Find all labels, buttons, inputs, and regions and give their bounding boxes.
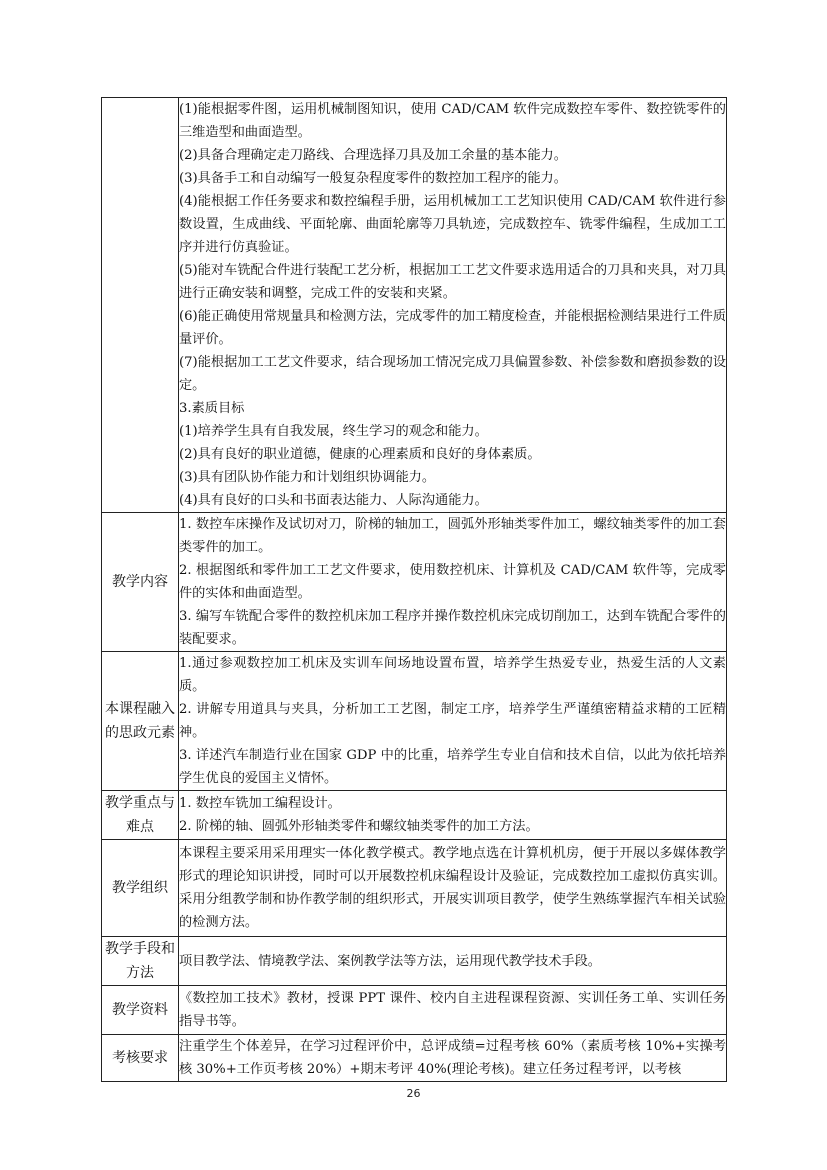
methods-cell [179, 937, 727, 986]
objective-line: (4)具有良好的口头和书面表达能力、人际沟通能力。 [179, 493, 488, 508]
content-line: 2. 讲解专用道具与夹具，分析加工工艺图，制定工序，培养学生严谨缜密精益求精的工匠精神。 [179, 702, 726, 740]
ideology-cell [179, 652, 727, 791]
table-row [102, 513, 727, 652]
content-line: 1.通过参观数控加工机床及实训车间场地设置布置，培养学生热爱专业，热爱生活的人文素质。 [179, 656, 726, 694]
row-label: 教学组织 [102, 840, 179, 937]
objective-line: (6)能正确使用常规量具和检测方法，完成零件的加工精度检查，并能根据检测结果进行工件质量评价。 [179, 309, 726, 347]
page-number: 26 [406, 1087, 421, 1100]
organization-cell [179, 840, 727, 937]
assessment-cell [179, 1035, 727, 1082]
objective-line: (2)具备合理确定走刀路线、合理选择刀具及加工余量的基本能力。 [179, 148, 567, 163]
content-line: 项目教学法、情境教学法、案例教学法等方法，运用现代教学技术手段。 [179, 953, 601, 969]
objective-line: (4)能根据工作任务要求和数控编程手册，运用机械加工工艺知识使用 CAD/CAM 软件进行参数设置，生成曲线、平面轮廓、曲面轮廓等刀具轨迹，完成数控车、铣零件编程，生成加工工序并进行仿真验证。 [179, 194, 726, 255]
keypoints-cell [179, 791, 727, 840]
objectives-cell [179, 98, 727, 513]
content-paragraph: 注重学生个体差异，在学习过程评价中，总评成绩=过程考核 60%（素质考核 10%+实操考核 30%+工作页考核 20%）+期末考评 40%(理论考核)。建立任务过程考评，以考核 [179, 1039, 726, 1077]
content-line: 1. 数控车铣加工编程设计。 [179, 796, 341, 811]
objective-line: (1)能根据零件图，运用机械制图知识，使用 CAD/CAM 软件完成数控车零件、数控铣零件的三维造型和曲面造型。 [179, 102, 726, 140]
objective-line: (5)能对车铣配合件进行装配工艺分析，根据加工工艺文件要求选用适合的刀具和夹具，对刀具进行正确安装和调整，完成工件的安装和夹紧。 [179, 263, 726, 301]
content-line: 1. 数控车床操作及试切对刀，阶梯的轴加工，圆弧外形轴类零件加工，螺纹轴类零件的加工套类零件的加工。 [179, 517, 726, 555]
materials-cell [179, 986, 727, 1035]
table-row [102, 98, 727, 513]
table-row [102, 791, 727, 840]
row-label: 本课程融入的思政元素 [102, 652, 179, 791]
table-row [102, 1035, 727, 1082]
table-row [102, 937, 727, 986]
objective-line: (3)具备手工和自动编写一般复杂程度零件的数控加工程序的能力。 [179, 171, 567, 186]
objective-line: (1)培养学生具有自我发展，终生学习的观念和能力。 [179, 424, 488, 439]
objective-line: (2)具有良好的职业道德，健康的心理素质和良好的身体素质。 [179, 447, 541, 462]
content-line: 2. 根据图纸和零件加工工艺文件要求，使用数控机床、计算机及 CAD/CAM 软件等，完成零件的实体和曲面造型。 [179, 563, 726, 601]
row-label: 考核要求 [102, 1035, 179, 1082]
content-line: 《数控加工技术》教材，授课 PPT 课件、校内自主进程课程资源、实训任务工单、实训任务指导书等。 [179, 991, 726, 1029]
content-line: 3. 详述汽车制造行业在国家 GDP 中的比重，培养学生专业自信和技术自信，以此为依托培养学生优良的爱国主义情怀。 [179, 748, 726, 786]
content-paragraph: 本课程主要采用采用理实一体化教学模式。教学地点选在计算机机房，便于开展以多媒体教学形式的理论知识讲授，同时可以开展数控机床编程设计及验证，完成数控加工虚拟仿真实训。采用分组教学制和协作教学制的组织形式，开展实训项目教学，使学生熟练掌握汽车相关试验的检测方法。 [179, 846, 726, 930]
table-row [102, 840, 727, 937]
course-info-table [101, 97, 727, 1082]
content-cell [179, 513, 727, 652]
row-label: 教学资料 [102, 986, 179, 1035]
row-label: 教学重点与难点 [102, 791, 179, 840]
table-row [102, 986, 727, 1035]
content-line: 2. 阶梯的轴、圆弧外形轴类零件和螺纹轴类零件的加工方法。 [179, 819, 539, 834]
row-label-empty [102, 98, 179, 513]
objective-line: (7)能根据加工工艺文件要求，结合现场加工情况完成刀具偏置参数、补偿参数和磨损参数的设定。 [179, 355, 726, 393]
section-heading: 3.素质目标 [179, 401, 245, 416]
row-label: 教学手段和方法 [102, 937, 179, 986]
row-label: 教学内容 [102, 513, 179, 652]
content-line: 3. 编写车铣配合零件的数控机床加工程序并操作数控机床完成切削加工，达到车铣配合零件的装配要求。 [179, 609, 726, 647]
objective-line: (3)具有团队协作能力和计划组织协调能力。 [179, 470, 436, 485]
table-row [102, 652, 727, 791]
